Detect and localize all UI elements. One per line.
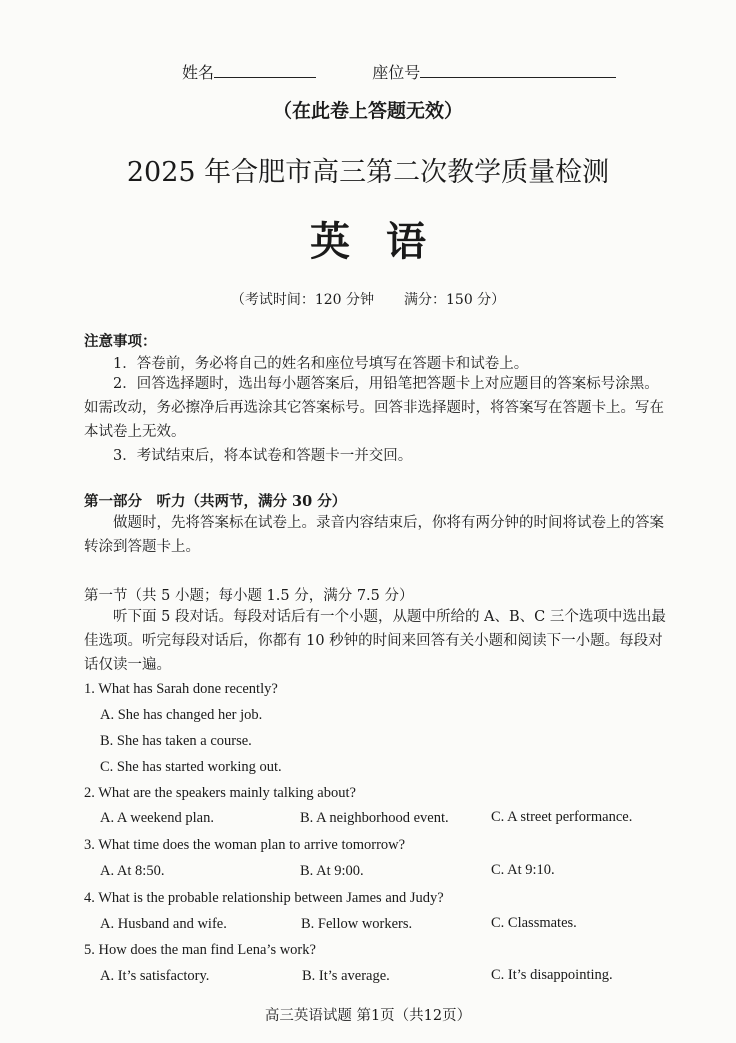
- seat-label: 座位号: [372, 63, 421, 82]
- question-1-option-c[interactable]: C. She has started working out.: [100, 759, 282, 775]
- instruction-item-1: 1．答卷前，务必将自己的姓名和座位号填写在答题卡和试卷上。: [113, 356, 529, 372]
- section1-intro: 听下面 5 段对话。每段对话后有一个小题，从题中所给的 A、B、C 三个选项中选出最佳选项。听完每段对话后，你都有 10 秒钟的时间来回答有关小题和阅读下一小题。每段对话仅读一遍。: [84, 609, 666, 673]
- exam-title: 2025 年合肥市高三第二次教学质量检测: [126, 157, 610, 188]
- invalid-notice: （在此卷上答题无效）: [272, 100, 463, 122]
- question-1-option-b[interactable]: B. She has taken a course.: [100, 733, 252, 749]
- question-4-option-b[interactable]: B. Fellow workers.: [301, 916, 413, 932]
- question-4-option-c[interactable]: C. Classmates.: [491, 915, 577, 931]
- instructions-heading: 注意事项：: [84, 333, 157, 350]
- question-4-stem: 4. What is the probable relationship between James and Judy?: [84, 890, 444, 906]
- section1-heading: 第一节（共 5 小题；每小题 1.5 分，满分 7.5 分）: [84, 588, 414, 604]
- question-3-stem: 3. What time does the woman plan to arrive tomorrow?: [84, 837, 406, 853]
- subject-title: 英语: [310, 218, 462, 265]
- question-2-option-c[interactable]: C. A street performance.: [491, 809, 633, 825]
- page-footer: 高三英语试题 第1页（共12页）: [264, 1008, 472, 1024]
- question-3-option-a[interactable]: A. At 8:50.: [100, 863, 165, 879]
- question-2-option-b[interactable]: B. A neighborhood event.: [300, 810, 449, 826]
- instruction-item-2: 2．回答选择题时，选出每小题答案后，用铅笔把答题卡上对应题目的答案标号涂黑。如需改动，务必擦净后再选涂其它答案标号。回答非选择题时，将答案写在答题卡上。写在本试卷上无效。: [84, 376, 664, 440]
- question-2-stem: 2. What are the speakers mainly talking about?: [84, 785, 356, 801]
- part1-heading: 第一部分 听力（共两节，满分 30 分）: [84, 493, 347, 510]
- name-label: 姓名: [182, 63, 215, 82]
- question-3-option-b[interactable]: B. At 9:00.: [300, 863, 364, 879]
- seat-field[interactable]: [420, 63, 616, 78]
- question-5-stem: 5. How does the man find Lena’s work?: [84, 942, 316, 958]
- name-seat-line: [182, 60, 616, 83]
- question-5-option-a[interactable]: A. It’s satisfactory.: [100, 968, 210, 984]
- question-3-option-c[interactable]: C. At 9:10.: [491, 862, 555, 878]
- full-score: 满分：150 分）: [404, 292, 506, 308]
- name-field[interactable]: [214, 63, 316, 78]
- question-5-option-b[interactable]: B. It’s average.: [302, 968, 390, 984]
- question-5-option-c[interactable]: C. It’s disappointing.: [491, 967, 613, 983]
- part1-intro: 做题时，先将答案标在试卷上。录音内容结束后，你将有两分钟的时间将试卷上的答案转涂到答题卡上。: [84, 515, 664, 555]
- question-2-option-a[interactable]: A. A weekend plan.: [100, 810, 214, 826]
- exam-time: （考试时间：120 分钟: [230, 292, 374, 308]
- question-4-option-a[interactable]: A. Husband and wife.: [100, 916, 227, 932]
- exam-info: [0, 289, 736, 309]
- question-1-stem: 1. What has Sarah done recently?: [84, 681, 278, 697]
- instruction-item-3: 3．考试结束后，将本试卷和答题卡一并交回。: [113, 448, 413, 464]
- question-1-option-a[interactable]: A. She has changed her job.: [100, 707, 263, 723]
